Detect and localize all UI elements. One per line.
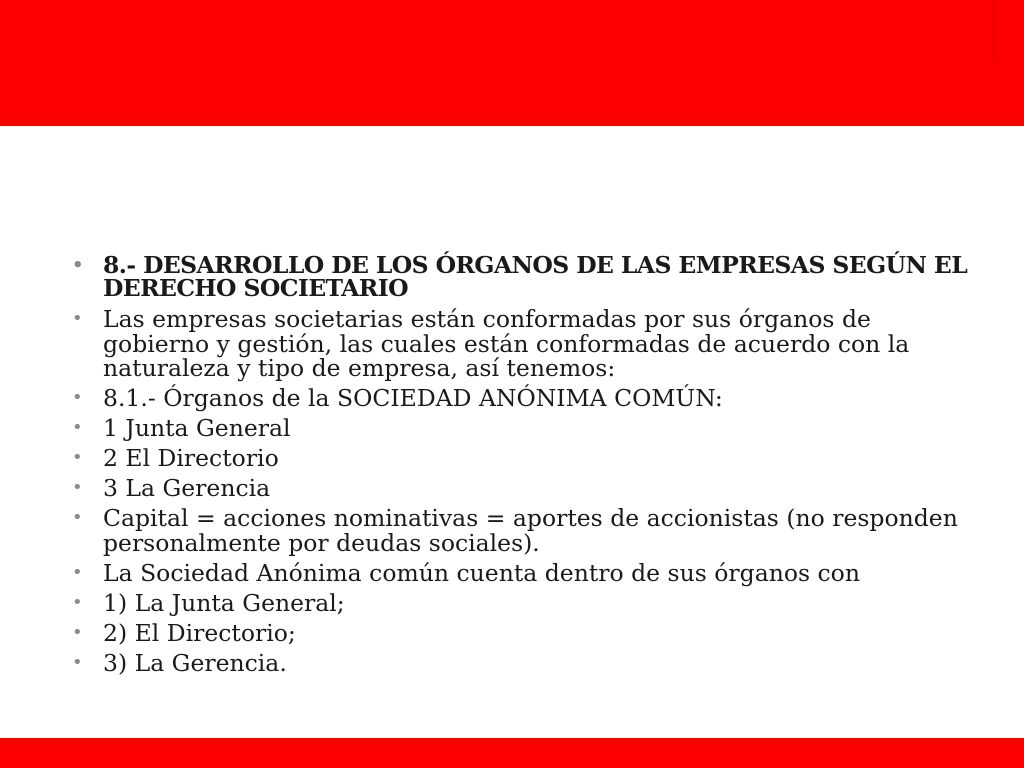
bullet-icon: • [72,621,83,643]
list-item [70,386,970,411]
bullet-icon: • [72,507,83,528]
list-item-text: 1 Junta General [103,414,291,442]
list-item-text: 3) La Gerencia. [103,648,287,677]
list-item-text: 2 El Directorio [103,444,279,472]
bullet-list [70,251,970,681]
list-item-text: La Sociedad Anónima común cuenta dentro de sus órganos con [103,558,860,587]
list-item-heading [70,251,970,302]
bullet-icon: • [72,561,83,583]
header-divider [993,0,995,66]
list-item-text: 3 La Gerencia [103,474,271,502]
bullet-icon: • [72,387,83,408]
list-item-text: Las empresas societarias están conformadas por sus órganos de gobierno y gestión, las cuales están conformadas de acuerdo con la naturaleza y tipo de empresa, así tenemos: [103,305,910,382]
footer-band [0,738,1024,768]
list-item [70,618,970,647]
list-item [70,506,970,555]
list-item-text: 8.1.- Órganos de la SOCIEDAD ANÓNIMA COMÚN: [103,384,723,412]
list-item-text: 8.- DESARROLLO DE LOS ÓRGANOS DE LAS EMPRESAS SEGÚN EL DERECHO SOCIETARIO [103,251,968,302]
list-item [70,588,970,617]
list-item [70,558,970,587]
header-band [0,0,1024,126]
bullet-icon: • [72,651,83,673]
bullet-icon: • [72,255,83,276]
bullet-icon: • [72,447,83,468]
list-item-text: 1) La Junta General; [103,588,345,617]
list-item [70,446,970,471]
bullet-icon: • [72,308,83,329]
list-item-text: Capital = acciones nominativas = aportes de accionistas (no responden personalmente por deudas sociales). [103,504,958,557]
bullet-icon: • [72,591,83,613]
list-item [70,307,970,381]
list-item [70,416,970,441]
bullet-icon: • [72,417,83,438]
bullet-icon: • [72,477,83,498]
list-item [70,648,970,677]
list-item-text: 2) El Directorio; [103,618,296,647]
list-item [70,476,970,501]
